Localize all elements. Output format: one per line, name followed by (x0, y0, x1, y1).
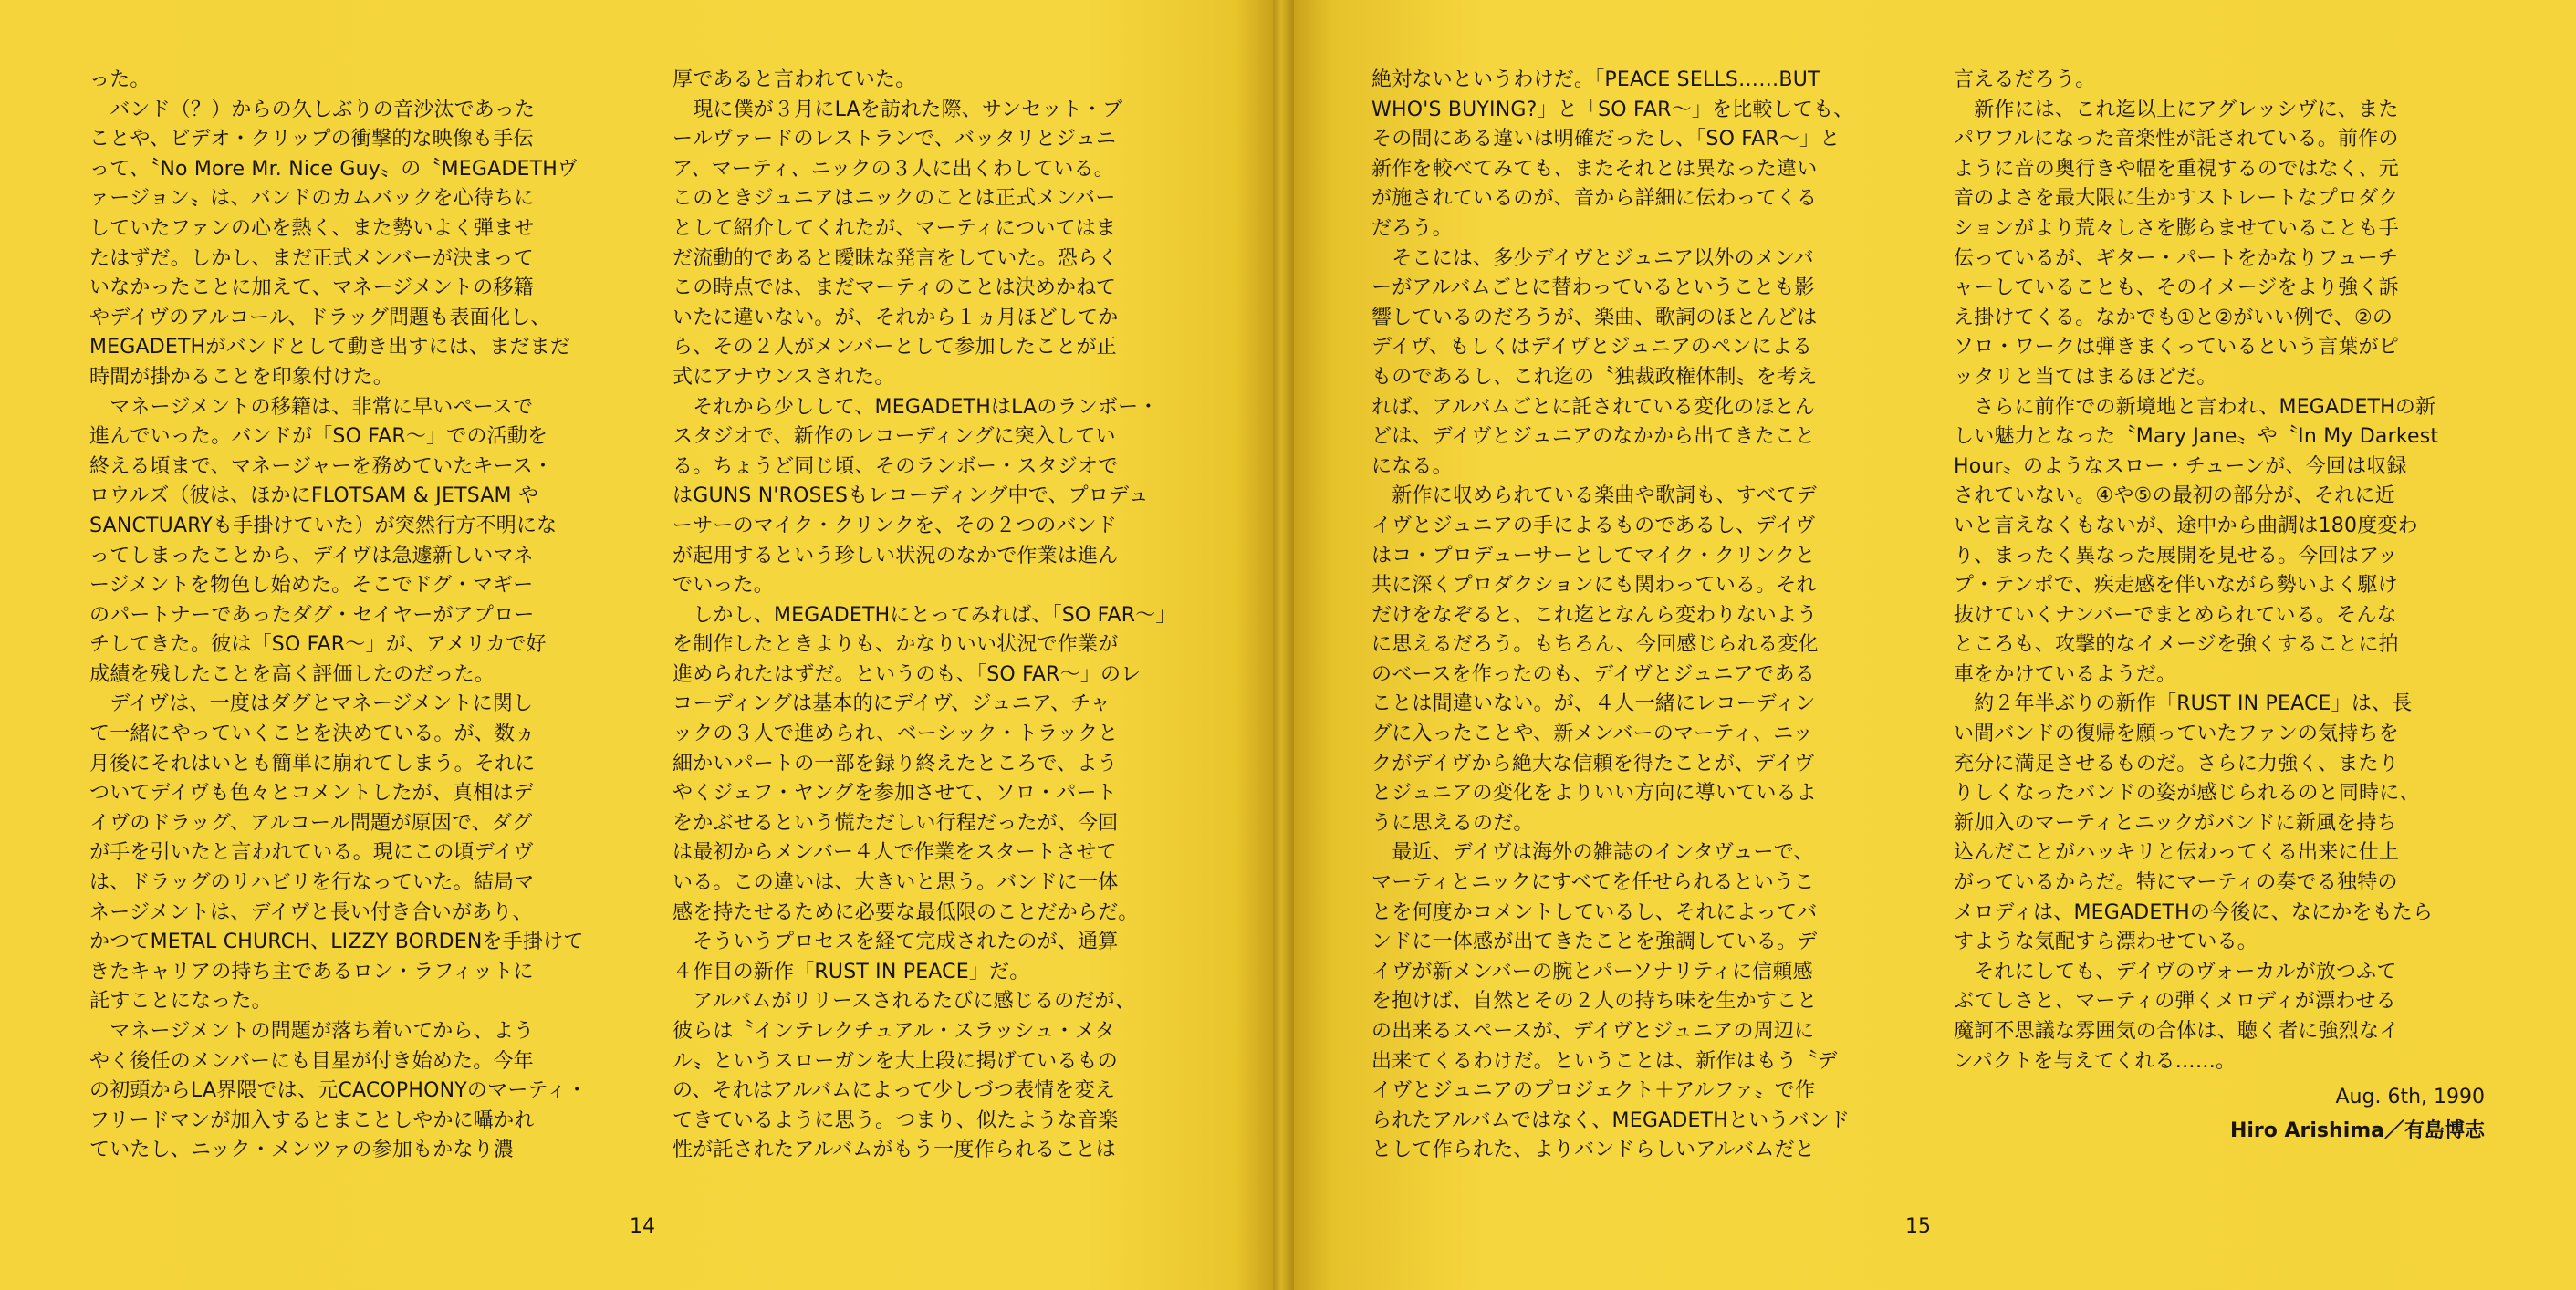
page-number-left: 14 (630, 1215, 655, 1238)
left-page (0, 0, 1273, 1290)
right-page-column-2: 言えるだろう。 新作には、これ迄以上にアグレッシヴに、また パワフルになった音楽性が託されている。前作の ように音の奥行きや幅を重視するのではなく、元 音のよさを最大限に生かすストレートなプロダク ションがより荒々しさを膨らませていることも手 伝っているが、ギター・パートをかなりフューチ ャーしていることも、そのイメージをより強く訴 え掛けてくる。なかでも①と②がいい例で、②の ソロ・ワークは弾きまくっているという言葉がピ ッタリと当てはまるほどだ。 さらに前作での新境地と言われ、MEGADETHの新 しい魅力となった〝Mary Jane〟や〝In My Darkest Hour〟のようなスロー・チューンが、今回は収録 されていない。④や⑤の最初の部分が、それに近 いと言えなくもないが、途中から曲調は180度変わ り、まったく異なった展開を見せる。今回はアッ プ・テンポで、疾走感を伴いながら勢いよく駆け 抜けていくナンバーでまとめられている。そんな ところも、攻撃的なイメージを強くすることに拍 車をかけているようだ。 約２年半ぶりの新作「RUST IN PEACE」は、長 い間バンドの復帰を願っていたファンの気持ちを 充分に満足させるものだ。さらに力強く、またり りしくなったバンドの姿が感じられるのと同時に、 新加入のマーティとニックがバンドに新風を持ち 込んだことがハッキリと伝わってくる出来に仕上 がっているからだ。特にマーティの奏でる独特の メロディは、MEGADETHの今後に、なにかをもたら すような気配すら漂わせている。 それにしても、デイヴのヴォーカルが放つふて ぶてしさと、マーティの弾くメロディが漂わせる 魔訶不思議な雰囲気の合体は、聴く者に強烈なイ ンパクトを与えてくれる……。 (1954, 68, 2439, 1073)
book-gutter (1273, 0, 1294, 1290)
article-date: Aug. 6th, 1990 (2335, 1086, 2485, 1108)
left-page-column-1: った。 バンド（？）からの久しぶりの音沙汰であった ことや、ビデオ・クリップの衝撃的な映像も手伝 って、〝No More Mr. Nice Guy〟の〝MEGADETHヴ ァージョン〟は、バンドのカムバックを心待ちに していたファンの心を熱く、また勢いよく弾ませ たはずだ。しかし、まだ正式メンバーが決まって いなかったことに加えて、マネージメントの移籍 やデイヴのアルコール、ドラッグ問題も表面化し、 MEGADETHがバンドとして動き出すには、まだまだ 時間が掛かることを印象付けた。 マネージメントの移籍は、非常に早いペースで 進んでいった。バンドが「SO FAR～」での活動を 終える頃まで、マネージャーを務めていたキース・ ロウルズ（彼は、ほかにFLOTSAM & JETSAM や SANCTUARYも手掛けていた）が突然行方不明にな ってしまったことから、デイヴは急遽新しいマネ ージメントを物色し始めた。そこでドグ・マギー のパートナーであったダグ・セイヤーがアプロー チしてきた。彼は「SO FAR～」が、アメリカで好 成績を残したことを高く評価したのだった。 デイヴは、一度はダグとマネージメントに関し て一緒にやっていくことを決めている。が、数ヵ 月後にそれはいとも簡単に崩れてしまう。それに ついてデイヴも色々とコメントしたが、真相はデ イヴのドラッグ、アルコール問題が原因で、ダグ が手を引いたと言われている。現にこの頃デイヴ は、ドラッグのリハビリを行なっていた。結局マ ネージメントは、デイヴと長い付き合いがあり、 かつてMETAL CHURCH、LIZZY BORDENを手掛けて きたキャリアの持ち主であるロン・ラフィットに 託すことになった。 マネージメントの問題が落ち着いてから、よう やく後任のメンバーにも目星が付き始めた。今年 の初頭からLA界隈では、元CACOPHONYのマーティ・ フリードマンが加入するとまことしやかに囁かれ ていたし、ニック・メンツァの参加もかなり濃 (89, 68, 588, 1162)
left-page-column-2: 厚であると言われていた。 現に僕が３月にLAを訪れた際、サンセット・ブ ールヴァードのレストランで、バッタリとジュニ ア、マーティ、ニックの３人に出くわしている。 このときジュニアはニックのことは正式メンバー として紹介してくれたが、マーティについてはま だ流動的であると曖昧な発言をしていた。恐らく この時点では、まだマーティのことは決めかねて いたに違いない。が、それから１ヵ月ほどしてか ら、その２人がメンバーとして参加したことが正 式にアナウンスされた。 それから少しして、MEGADETHはLAのランボー・ スタジオで、新作のレコーディングに突入してい る。ちょうど同じ頃、そのランボー・スタジオで はGUNS N'ROSESもレコーディング中で、プロデュ ーサーのマイク・クリンクを、その２つのバンド が起用するという珍しい状況のなかで作業は進ん でいった。 しかし、MEGADETHにとってみれば、「SO FAR～」 を制作したときよりも、かなりいい状況で作業が 進められたはずだ。というのも、「SO FAR～」のレ コーディングは基本的にデイヴ、ジュニア、チャ ックの３人で進められ、ベーシック・トラックと 細かいパートの一部を録り終えたところで、よう やくジェフ・ヤングを参加させて、ソロ・パート をかぶせるという慌ただしい行程だったが、今回 は最初からメンバー４人で作業をスタートさせて いる。この違いは、大きいと思う。バンドに一体 感を持たせるために必要な最低限のことだからだ。 そういうプロセスを経て完成されたのが、通算 ４作目の新作「RUST IN PEACE」だ。 アルバムがリリースされるたびに感じるのだが、 彼らは〝インテレクチュアル・スラッシュ・メタ ル〟というスローガンを大上段に掲げているもの の、それはアルバムによって少しづつ表情を変え てきているように思う。つまり、似たような音楽 性が託されたアルバムがもう一度作られることは (673, 68, 1176, 1162)
article-author: Hiro Arishima／有島博志 (2229, 1119, 2485, 1142)
page-number-right: 15 (1905, 1215, 1931, 1238)
right-page-column-1: 絶対ないというわけだ。「PEACE SELLS……BUT WHO'S BUYING?」と「SO FAR～」を比較しても、 その間にある違いは明確だったし、「SO FAR～」と 新作を較べてみても、またそれとは異なった違い が施されているのが、音から詳細に伝わってくる だろう。 そこには、多少デイヴとジュニア以外のメンバ ーがアルバムごとに替わっているということも影 響しているのだろうが、楽曲、歌詞のほとんどは デイヴ、もしくはデイヴとジュニアのペンによる ものであるし、これ迄の〝独裁政権体制〟を考え れば、アルバムごとに託されている変化のほとん どは、デイヴとジュニアのなかから出てきたこと になる。 新作に収められている楽曲や歌詞も、すべてデ イヴとジュニアの手によるものであるし、デイヴ はコ・プロデューサーとしてマイク・クリンクと 共に深くプロダクションにも関わっている。それ だけをなぞると、これ迄となんら変わりないよう に思えるだろう。もちろん、今回感じられる変化 のベースを作ったのも、デイヴとジュニアである ことは間違いない。が、４人一緒にレコーディン グに入ったことや、新メンバーのマーティ、ニッ クがデイヴから絶大な信頼を得たことが、デイヴ とジュニアの変化をよりいい方向に導いているよ うに思えるのだ。 最近、デイヴは海外の雑誌のインタヴューで、 マーティとニックにすべてを任せられるというこ とを何度かコメントしているし、それによってバ ンドに一体感が出てきたことを強調している。デ イヴが新メンバーの腕とパーソナリティに信頼感 を抱けば、自然とその２人の持ち味を生かすこと の出来るスペースが、デイヴとジュニアの周辺に 出来てくるわけだ。ということは、新作はもう〝デ イヴとジュニアのプロジェクト＋アルファ〟で作 られたアルバムではなく、MEGADETHというバンド として作られた、よりバンドらしいアルバムだと (1371, 68, 1854, 1162)
right-page (1294, 0, 2576, 1290)
